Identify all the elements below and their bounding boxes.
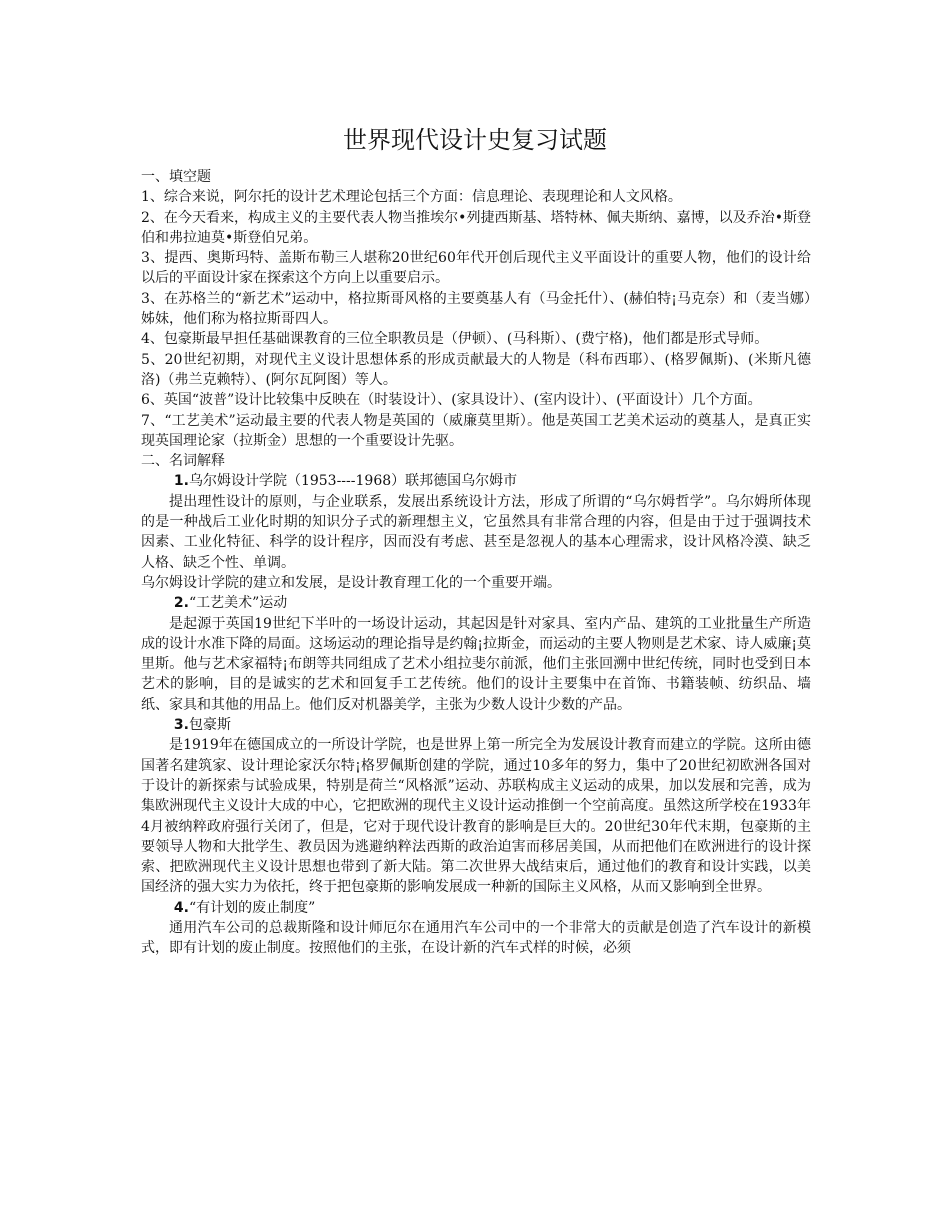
- fill-item-2: 2、在今天看来，构成主义的主要代表人物当推埃尔•列捷西斯基、塔特林、佩夫斯纳、嘉博，以及乔治•斯登伯和弗拉迪莫•斯登伯兄弟。: [141, 209, 811, 246]
- term-paragraph: 是起源于英国19世纪下半叶的一场设计运动，其起因是针对家具、室内产品、建筑的工业批量生产所造成的设计水准下降的局面。这场运动的理论指导是约翰¡拉斯金，而运动的主要人物则是艺术家、诗人威廉¡莫里斯。他与艺术家福特¡布朗等共同组成了艺术小组拉斐尔前派，他们主张回溯中世纪传统，同时也受到日本艺术的影响，目的是诚实的艺术和回复手工艺传统。他们的设计主要集中在首饰、书籍装帧、纺织品、墙纸、家具和其他的用品上。他们反对机器美学，主张为少数人设计少数的产品。: [141, 615, 811, 713]
- term-paragraph: 提出理性设计的原则，与企业联系，发展出系统设计方法，形成了所谓的“乌尔姆哲学”。乌尔姆所体现的是一种战后工业化时期的知识分子式的新理想主义，它虽然具有非常合理的内容，但是由于过于强调技术因素、工业化特征、科学的设计程序，因而没有考虑、甚至是忽视人的基本心理需求，设计风格冷漠、缺乏人格、缺乏个性、单调。: [141, 493, 811, 571]
- fill-item-4: 3、在苏格兰的“新艺术”运动中，格拉斯哥风格的主要奠基人有（马金托什）、(赫伯特¡马克奈）和（麦当娜）姊妹，他们称为格拉斯哥四人。: [141, 290, 811, 328]
- fill-item-5: 4、包豪斯最早担任基础课教育的三位全职教员是（伊顿）、(马科斯）、(费宁格)，他们都是形式导师。: [141, 331, 769, 348]
- term-heading-3: [141, 715, 811, 735]
- term-number: 2.: [173, 595, 189, 612]
- term-title: “工艺美术”运动: [188, 595, 288, 612]
- term-paragraph: 是1919年在德国成立的一所设计学院，也是世界上第一所完全为发展设计教育而建立的学院。这所由德国著名建筑家、设计理论家沃尔特¡格罗佩斯创建的学院，通过10多年的努力，集中了20世纪初欧洲各国对于设计的新探索与试验成果，特别是荷兰“风格派”运动、苏联构成主义运动的成果，加以发展和完善，成为集欧洲现代主义设计大成的中心，它把欧洲的现代主义设计运动推倒一个空前高度。虽然这所学校在1933年4月被纳粹政府强行关闭了，但是，它对于现代设计教育的影响是巨大的。20世纪30年代末期，包豪斯的主要领导人物和大批学生、教员因为逃避纳粹法西斯的政治迫害而移居美国，从而把他们在欧洲进行的设计探索、把欧洲现代主义设计思想也带到了新大陆。第二次世界大战结束后，通过他们的教育和设计实践，以美国经济的强大实力为依托，终于把包豪斯的影响发展成一种新的国际主义风格，从而又影响到全世界。: [141, 737, 811, 896]
- term-number: 4.: [173, 899, 189, 916]
- document-body: [141, 167, 811, 959]
- term-title: “有计划的废止制度”: [188, 899, 316, 916]
- document-title: 世界现代设计史复习试题: [343, 126, 607, 154]
- term-paragraph: 通用汽车公司的总裁斯隆和设计师厄尔在通用汽车公司中的一个非常大的贡献是创造了汽车设计的新模式，即有计划的废止制度。按照他们的主张，在设计新的汽车式样的时候，必须: [141, 919, 811, 957]
- fill-item-3: 3、提西、奥斯玛特、盖斯布勒三人堪称20世纪60年代开创后现代主义平面设计的重要人物，他们的设计给以后的平面设计家在探索这个方向上以重要启示。: [141, 250, 811, 287]
- section2-heading: 二、名词解释: [141, 453, 225, 470]
- fill-item-8: 7、“工艺美术”运动最主要的代表人物是英国的（威廉莫里斯）。他是英国工艺美术运动的奠基人，是真正实现英国理论家（拉斯金）思想的一个重要设计先驱。: [141, 412, 811, 449]
- fill-item-7: 6、英国“波普”设计比较集中反映在（时装设计）、(家具设计）、(室内设计）、(平面设计）几个方面。: [141, 392, 762, 409]
- fill-item-1: 1、综合来说，阿尔托的设计艺术理论包括三个方面：信息理论、表现理论和人文风格。: [141, 189, 682, 206]
- term-title: 包豪斯: [188, 717, 231, 734]
- term-title: 乌尔姆设计学院（1953----1968）联邦德国乌尔姆市: [188, 473, 518, 490]
- term-heading-4: [141, 898, 811, 918]
- term-number: 1.: [173, 473, 189, 490]
- term-paragraph: 乌尔姆设计学院的建立和发展，是设计教育理工化的一个重要开端。: [141, 574, 561, 591]
- section1-heading: 一、填空题: [141, 169, 211, 185]
- fill-item-6: 5、20世纪初期，对现代主义设计思想体系的形成贡献最大的人物是（科布西耶）、(格罗佩斯)、(米斯凡德洛)（弗兰克赖特）、(阿尔瓦阿图）等人。: [141, 351, 811, 388]
- term-number: 3.: [173, 717, 189, 734]
- term-heading-1: [141, 471, 811, 491]
- term-heading-2: [141, 593, 811, 613]
